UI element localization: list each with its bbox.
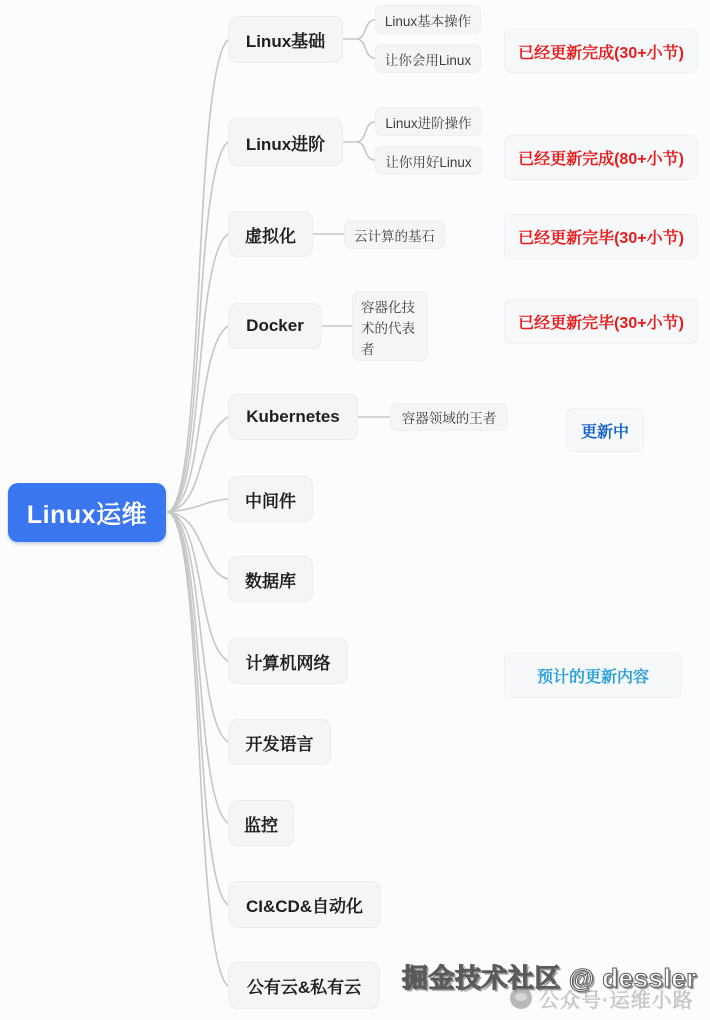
link-basics-children: [343, 20, 375, 58]
link-root-linux-advanced: [168, 142, 228, 512]
subtopic-container-representative[interactable]: 容器化技术的代表者: [352, 291, 428, 361]
link-root-monitoring: [168, 512, 228, 823]
branch-virtualization[interactable]: 虚拟化: [228, 211, 313, 257]
branch-linux-basics[interactable]: Linux基础: [228, 16, 343, 63]
status-docker[interactable]: 已经更新完毕(30+小节): [504, 299, 698, 344]
branch-middleware[interactable]: 中间件: [228, 476, 313, 522]
branch-database[interactable]: 数据库: [228, 556, 313, 602]
subtopic-cloud-foundation[interactable]: 云计算的基石: [344, 220, 445, 249]
branch-linux-advanced[interactable]: Linux进阶: [228, 118, 343, 166]
subtopic-use-linux-well[interactable]: 让你用好Linux: [375, 146, 482, 175]
branch-dev-languages[interactable]: 开发语言: [228, 719, 331, 765]
link-root-computer-network: [168, 512, 228, 661]
subtopic-linux-advanced-ops[interactable]: Linux进阶操作: [375, 107, 482, 136]
branch-cicd-automation[interactable]: CI&CD&自动化: [228, 881, 381, 928]
watermark-community: 掘金技术社区 @ dessler: [402, 963, 697, 993]
status-kubernetes-updating[interactable]: 更新中: [566, 408, 644, 452]
status-linux-advanced[interactable]: 已经更新完成(80+小节): [504, 135, 698, 180]
root-node-linux-ops[interactable]: Linux运维: [8, 483, 166, 542]
status-planned-content[interactable]: 预计的更新内容: [504, 653, 682, 698]
link-root-cloud: [168, 512, 228, 986]
subtopic-linux-basic-ops[interactable]: Linux基本操作: [375, 5, 481, 34]
watermark-wechat-text: 公众号·运维小路: [539, 989, 694, 1012]
link-advanced-children: [343, 122, 375, 160]
link-root-dev-languages: [168, 512, 228, 742]
branch-kubernetes[interactable]: Kubernetes: [228, 394, 358, 440]
subtopic-container-king[interactable]: 容器领域的王者: [390, 403, 508, 431]
link-root-linux-basics: [168, 40, 228, 512]
branch-public-private-cloud[interactable]: 公有云&私有云: [228, 962, 380, 1009]
branch-monitoring[interactable]: 监控: [228, 800, 294, 846]
subtopic-learn-to-use-linux[interactable]: 让你会用Linux: [375, 44, 481, 73]
link-root-virtualization: [168, 234, 228, 512]
branch-docker[interactable]: Docker: [228, 303, 322, 349]
status-virtualization[interactable]: 已经更新完毕(30+小节): [504, 214, 698, 259]
status-linux-basics[interactable]: 已经更新完成(30+小节): [504, 29, 698, 73]
branch-computer-network[interactable]: 计算机网络: [228, 638, 348, 684]
